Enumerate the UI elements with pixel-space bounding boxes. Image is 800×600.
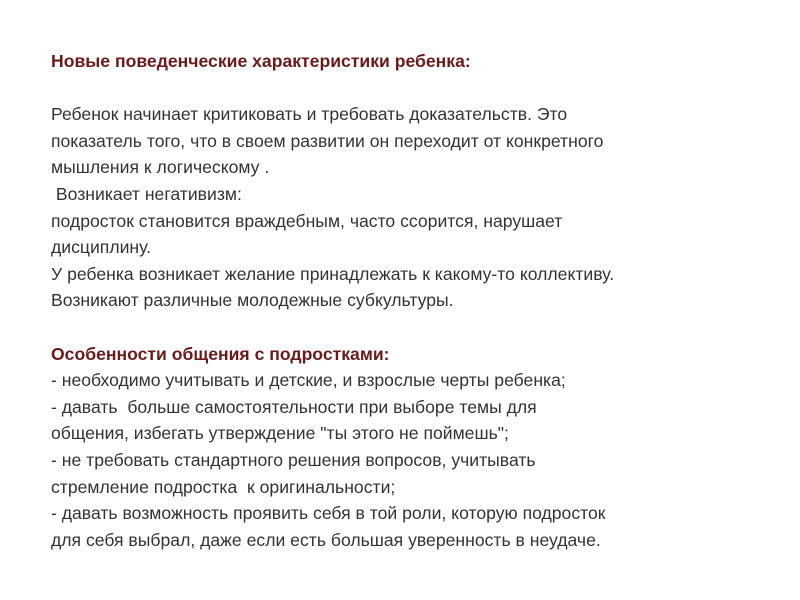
text-line: дисциплину. [51,237,152,258]
list-item: - необходимо учитывать и детские, и взрослые черты ребенка; [51,370,566,391]
text-line: мышления к логическому . [51,157,270,178]
list-item: - давать возможность проявить себя в той роли, которую подросток [51,503,606,524]
text-line: показатель того, что в своем развитии он переходит от конкретного [51,130,604,151]
list-item: для себя выбрал, даже если есть большая уверенность в неудаче. [51,529,601,550]
text-line: Ребенок начинает критиковать и требовать доказательств. Это [51,104,568,125]
spacer [51,314,781,341]
text-line: подросток становится враждебным, часто ссорится, нарушает [51,210,563,231]
text-line: Возникает негативизм: [51,183,242,204]
list-item: общения, избегать утверждение "ты этого не поймешь"; [51,423,509,444]
list-item: - давать больше самостоятельности при выборе темы для [51,396,537,417]
section-heading-behavior: Новые поведенческие характеристики ребенка: [51,51,471,71]
text-line: Возникают различные молодежные субкультуры. [51,290,454,311]
slide-content [51,48,781,553]
list-item: стремление подростка к оригинальности; [51,476,396,497]
spacer [51,75,781,102]
text-line: У ребенка возникает желание принадлежать к какому-то коллективу. [51,263,615,284]
list-item: - не требовать стандартного решения вопросов, учитывать [51,449,536,470]
section-heading-communication: Особенности общения с подростками: [51,343,390,364]
